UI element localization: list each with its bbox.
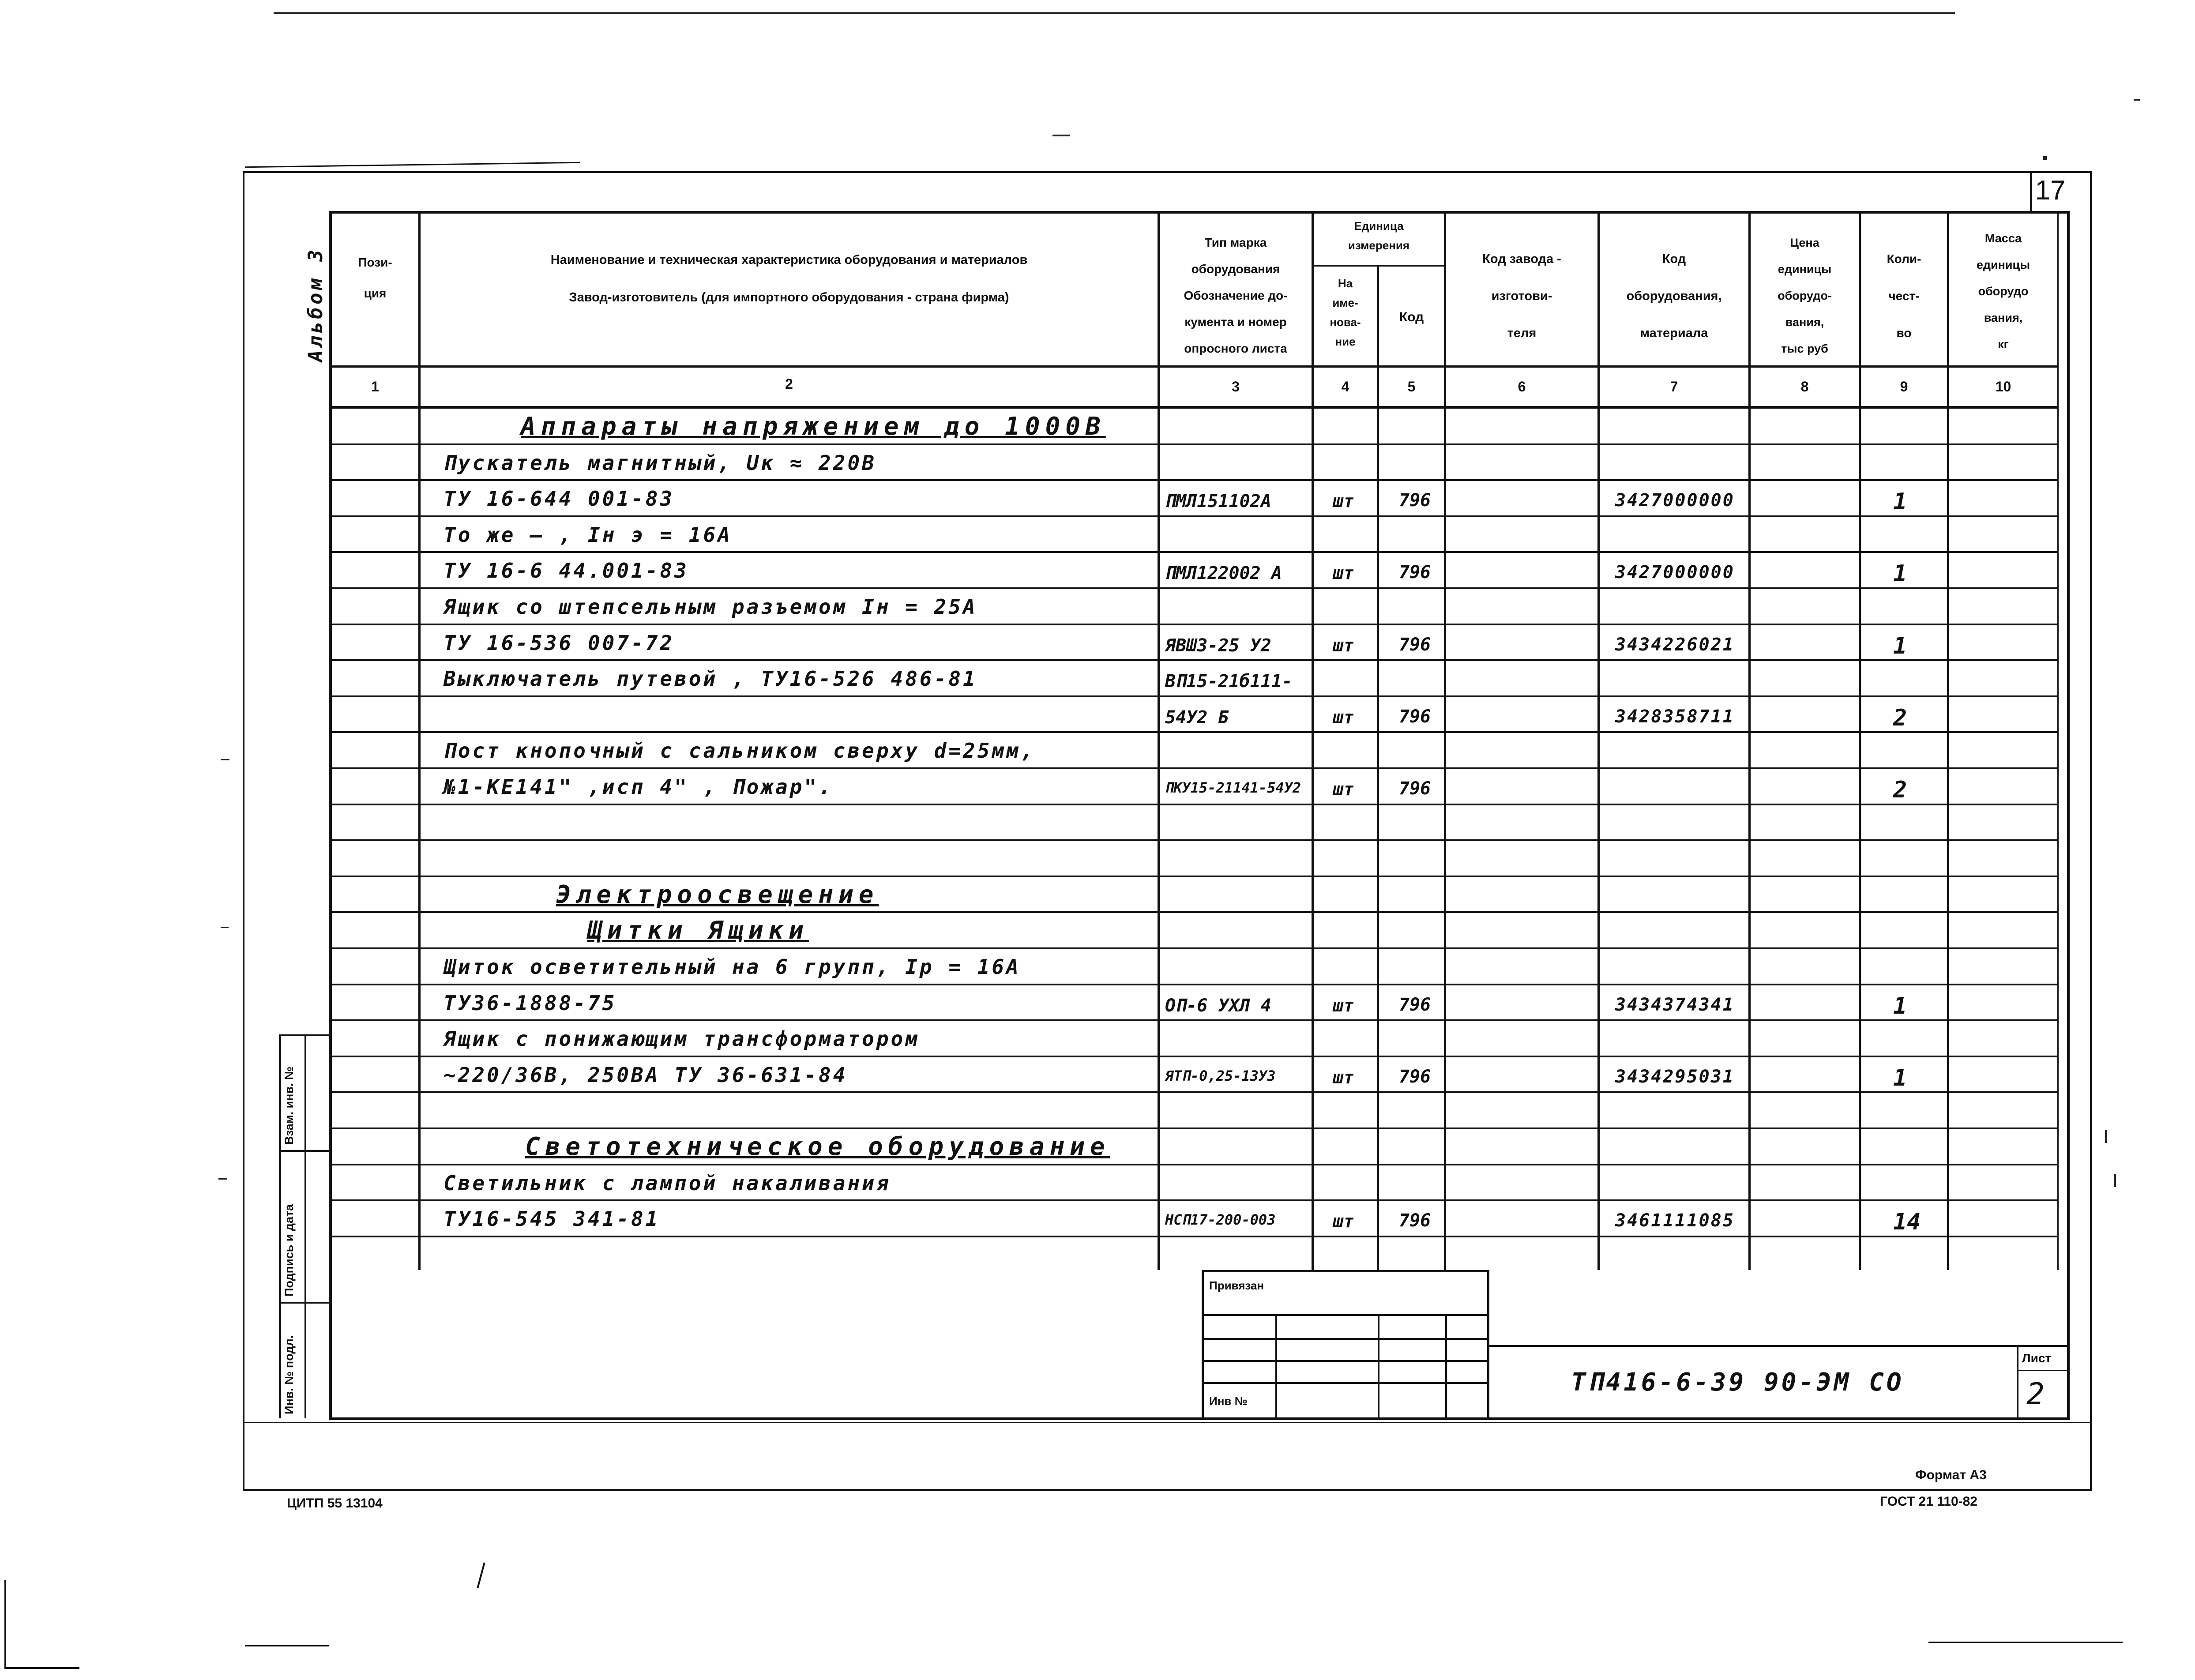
row-name: Пост кнопочный с сальником сверху d=25мм, <box>444 739 1035 763</box>
row-type: ПМЛ122002 А <box>1165 563 1282 584</box>
row-separator <box>330 551 2057 553</box>
col-line-3 <box>1312 211 1314 1270</box>
inner-border-bottom <box>243 1422 2092 1423</box>
side-stamp-left <box>279 1034 281 1418</box>
side-stamp-mid <box>304 1034 306 1418</box>
colnum-7: 7 <box>1670 379 1678 395</box>
row-unit-code: 796 <box>1399 1066 1431 1087</box>
row-name: Ящик со штепсельным разъемом Iн = 25А <box>444 595 977 619</box>
header-units: Единица измерения <box>1348 219 1410 252</box>
row-name: Выключатель путевой , ТУ16-526 486-81 <box>444 667 977 691</box>
row-type: ЯВШ3-25 У2 <box>1165 635 1271 656</box>
stamp-sheet-h <box>2017 1370 2069 1371</box>
row-unit: шт <box>1333 779 1354 800</box>
colnum-6: 6 <box>1518 379 1526 395</box>
col-line-2 <box>1158 211 1160 1270</box>
colnum-3: 3 <box>1232 379 1240 395</box>
header-price: Цена единицы оборудо- вания, тыс руб <box>1778 236 1832 355</box>
row-name: Светильник с лампой накаливания <box>444 1171 891 1195</box>
row-unit: шт <box>1333 995 1354 1016</box>
outer-border-bottom <box>243 1489 2092 1491</box>
col-line-1 <box>418 211 421 1270</box>
row-separator <box>330 731 2057 733</box>
col-line-5 <box>1444 211 1446 1270</box>
stamp-doc-code: ТП416-6-39 90-ЭМ СО <box>1571 1368 1904 1397</box>
row-unit-code: 796 <box>1399 634 1431 655</box>
row-separator <box>330 984 2057 985</box>
row-unit-code: 796 <box>1399 490 1431 511</box>
scan-top-line <box>274 12 1955 14</box>
footer-format: Формат А3 <box>1915 1468 1987 1482</box>
row-unit-code: 796 <box>1399 1210 1431 1231</box>
row-type: ПМЛ151102А <box>1165 491 1271 512</box>
header-factory-code: Код завода - изготови- теля <box>1482 252 1561 340</box>
row-equipment-code: 3434226021 <box>1615 634 1735 655</box>
row-separator <box>330 947 2057 949</box>
row-quantity: 1 <box>1893 632 1907 659</box>
units-subheader-line <box>1312 265 1444 267</box>
header-unit-code: Код <box>1399 310 1424 324</box>
stamp-inv-label: Инв № <box>1209 1394 1248 1408</box>
row-name: №1-КЕ141" ,исп 4" , Пожар". <box>444 775 833 799</box>
row-unit: шт <box>1333 491 1354 512</box>
row-equipment-code: 3434295031 <box>1615 1066 1735 1087</box>
header-unit-name: На име- нова- ние <box>1330 277 1361 348</box>
scan-top-slant <box>245 162 580 168</box>
scan-speck <box>221 759 229 760</box>
row-quantity: 1 <box>1893 1064 1907 1091</box>
colnum-4: 4 <box>1341 379 1349 395</box>
colnum-10: 10 <box>1995 379 2011 395</box>
row-quantity: 1 <box>1893 992 1907 1019</box>
scan-bottom-dash <box>245 1645 329 1646</box>
stamp-doc-line <box>1489 1345 2068 1347</box>
row-quantity: 2 <box>1893 777 1907 803</box>
scan-bottom-right <box>1928 1642 2123 1643</box>
colnum-1: 1 <box>371 379 379 395</box>
row-quantity: 14 <box>1893 1209 1921 1236</box>
scan-bottom-left-horiz <box>4 1667 79 1669</box>
scan-speck <box>2105 1130 2107 1143</box>
side-stamp-div1 <box>279 1150 330 1152</box>
row-separator <box>330 659 2057 661</box>
col-line-7 <box>1748 211 1751 1270</box>
stamp-v3 <box>1445 1314 1447 1418</box>
colnum-bottom-line <box>330 406 2057 409</box>
row-name: ТУ36-1888-75 <box>444 991 617 1015</box>
row-unit: шт <box>1333 563 1354 584</box>
header-name-line2: Завод-изготовитель (для импортного оборудования - страна фирма) <box>569 290 1009 304</box>
side-vzam-label: Взам. инв. № <box>282 1066 296 1145</box>
row-separator <box>330 1128 2057 1129</box>
side-stamp-top <box>279 1034 330 1036</box>
row-separator <box>330 515 2057 517</box>
row-unit-code: 796 <box>1399 562 1431 583</box>
side-inv-label: Инв. № подл. <box>282 1335 296 1414</box>
section-heading: Щитки Ящики <box>587 916 809 945</box>
colnum-2: 2 <box>785 376 793 392</box>
header-equipment-code: Код оборудования, материала <box>1626 252 1722 340</box>
outer-border-top <box>243 171 2092 173</box>
outer-border-right <box>2090 171 2092 1491</box>
col-line-6 <box>1597 211 1600 1270</box>
row-unit: шт <box>1333 707 1354 728</box>
table-border-top <box>330 211 2069 214</box>
colnum-5: 5 <box>1407 379 1416 395</box>
row-unit: шт <box>1333 1211 1354 1232</box>
row-type: ЯТП-0,25-13У3 <box>1165 1067 1276 1084</box>
row-unit-code: 796 <box>1399 994 1431 1015</box>
footer-left-code: ЦИТП 55 13104 <box>287 1496 383 1511</box>
row-quantity: 1 <box>1893 489 1907 515</box>
row-quantity: 1 <box>1893 560 1907 587</box>
header-position: Пози- ция <box>358 256 392 300</box>
row-unit: шт <box>1333 1067 1354 1088</box>
stamp-top <box>1202 1270 1489 1272</box>
row-separator <box>330 1091 2057 1093</box>
row-unit-code: 796 <box>1399 778 1431 799</box>
scan-speck <box>2114 1174 2116 1187</box>
row-quantity: 2 <box>1893 704 1907 731</box>
stamp-attached-label: Привязан <box>1209 1279 1264 1292</box>
table-border-right <box>2067 211 2070 1420</box>
side-stamp-div2 <box>279 1302 330 1304</box>
row-separator <box>330 1236 2057 1237</box>
col-line-9 <box>1947 211 1949 1270</box>
table-border-bottom <box>329 1417 2070 1420</box>
row-separator <box>330 443 2057 445</box>
row-name: Ящик с понижающим трансформатором <box>444 1027 920 1051</box>
header-mass: Масса единицы оборудо вания, кг <box>1976 232 2030 351</box>
row-type: 54У2 Б <box>1165 707 1229 728</box>
row-unit: шт <box>1333 635 1354 656</box>
row-type: ОП-6 УХЛ 4 <box>1165 995 1271 1016</box>
row-separator <box>330 839 2057 841</box>
header-bottom-line <box>330 365 2057 368</box>
section-heading: Светотехническое оборудование <box>525 1132 1110 1161</box>
row-name: ТУ 16-644 001-83 <box>444 487 675 511</box>
row-equipment-code: 3461111085 <box>1615 1210 1735 1231</box>
header-type: Тип марка оборудования Обозначение до- кумента и номер опросного листа <box>1184 236 1288 355</box>
stamp-sheet-left <box>2017 1345 2018 1420</box>
row-separator <box>330 624 2057 625</box>
row-separator <box>330 1164 2057 1165</box>
row-name: Пускатель магнитный, Uк ≈ 220В <box>444 451 876 475</box>
row-separator <box>330 479 2057 481</box>
row-type: НСП17-200-003 <box>1165 1211 1276 1229</box>
stamp-v1 <box>1275 1314 1277 1418</box>
row-separator <box>330 767 2057 769</box>
row-unit-code: 796 <box>1399 706 1431 727</box>
footer-gost: ГОСТ 21 110-82 <box>1880 1494 1977 1509</box>
row-equipment-code: 3434374341 <box>1615 994 1735 1015</box>
row-type: ВП15-21б111- <box>1165 671 1293 692</box>
row-equipment-code: 3427000000 <box>1615 490 1735 511</box>
row-name: То же — , Iн э = 16А <box>444 522 732 547</box>
table-border-left <box>329 211 332 1420</box>
row-separator <box>330 695 2057 697</box>
row-separator <box>330 804 2057 805</box>
colnum-8: 8 <box>1800 379 1809 395</box>
scan-bottom-left-vert <box>4 1580 6 1668</box>
row-separator <box>330 1019 2057 1021</box>
scan-speck <box>1052 135 1070 136</box>
section-heading: Электроосвещение <box>556 880 879 909</box>
col-line-8 <box>1859 211 1861 1270</box>
row-name: ~220/36В, 250ВА ТУ 36-631-84 <box>444 1063 848 1087</box>
outer-border-left <box>243 171 244 1491</box>
scan-speck <box>2134 99 2140 101</box>
col-line-10 <box>2057 211 2059 1270</box>
row-name: ТУ 16-6 44.001-83 <box>444 559 689 583</box>
header-name-line1: Наименование и техническая характеристика оборудования и материалов <box>550 253 1028 267</box>
section-heading: Аппараты напряжением до 1000В <box>521 412 1106 441</box>
row-separator <box>330 1056 2057 1057</box>
scan-slash <box>477 1563 485 1589</box>
stamp-sheet-label: Лист <box>2022 1351 2052 1365</box>
colnum-9: 9 <box>1900 379 1908 395</box>
stamp-v2 <box>1378 1314 1379 1418</box>
row-name: ТУ 16-536 007-72 <box>444 631 675 655</box>
stamp-sheet-number: 2 <box>2026 1377 2047 1412</box>
sheet-number: 17 <box>2035 175 2066 206</box>
scan-speck <box>221 927 229 928</box>
row-separator <box>330 587 2057 589</box>
side-podpis-label: Подпись и дата <box>282 1204 296 1297</box>
row-equipment-code: 3428358711 <box>1615 706 1735 727</box>
row-separator <box>330 911 2057 913</box>
row-name: ТУ16-545 341-81 <box>444 1207 660 1231</box>
scan-speck <box>218 1178 227 1180</box>
row-name: Щиток осветительный на 6 групп, Iр = 16А <box>444 955 1021 979</box>
stamp-left <box>1202 1270 1204 1420</box>
scan-speck <box>2043 156 2047 160</box>
header-quantity: Коли- чест- во <box>1887 252 1921 340</box>
row-separator <box>330 1199 2057 1201</box>
row-equipment-code: 3427000000 <box>1615 562 1735 583</box>
album-label: Альбом 3 <box>304 247 327 362</box>
row-type: ПКУ15-21141-54У2 <box>1165 779 1301 796</box>
row-separator <box>330 876 2057 877</box>
